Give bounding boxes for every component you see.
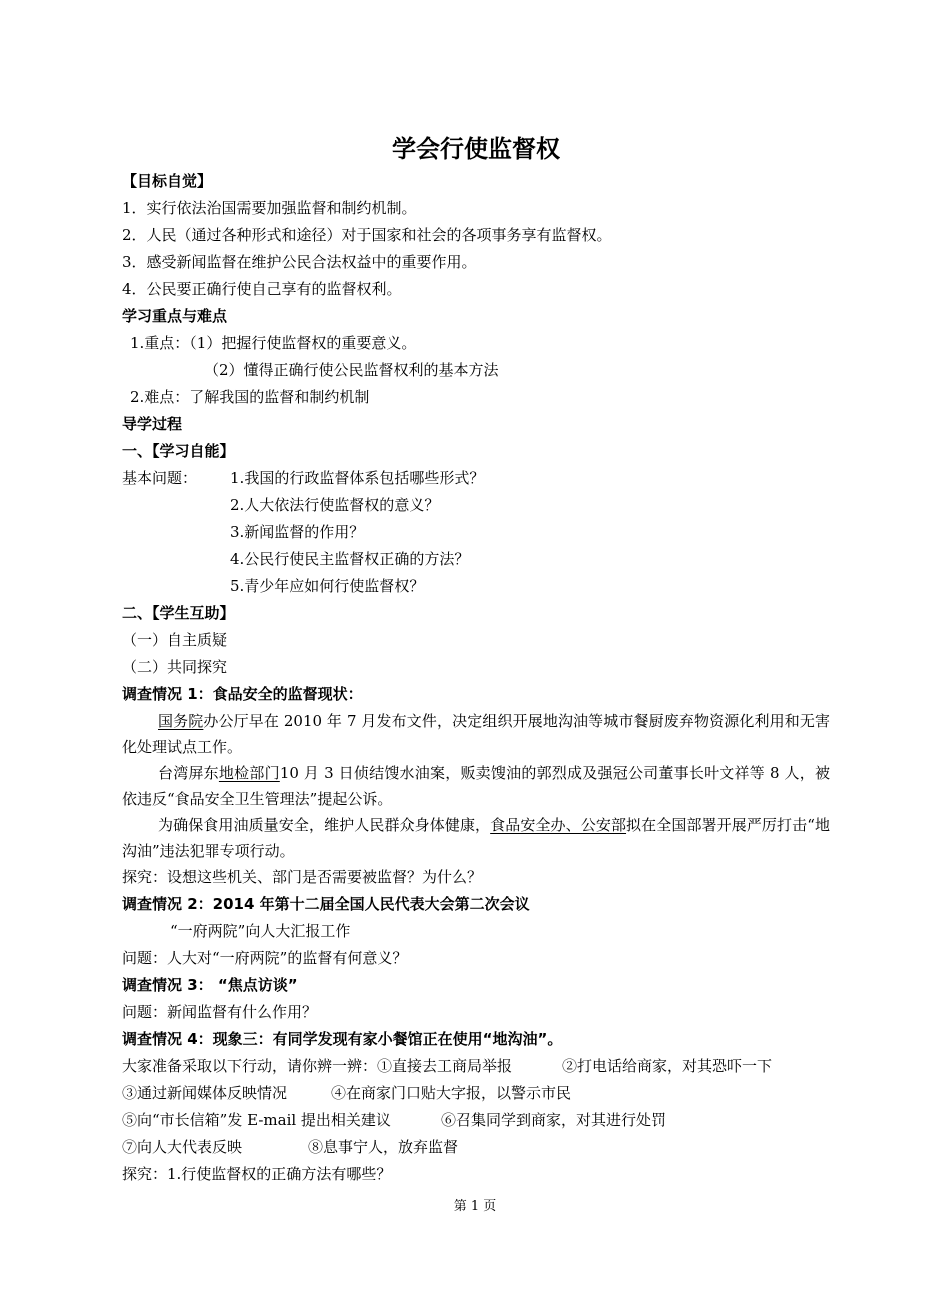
option-item: ④在商家门口贴大字报，以警示市民 — [331, 1084, 572, 1102]
question-item: 5.青少年应如何行使监督权？ — [230, 577, 425, 595]
case-2-question: 问题：人大对“一府两院”的监督有何意义？ — [122, 949, 408, 967]
key-point-1b: （2）懂得正确行使公民监督权利的基本方法 — [204, 361, 499, 379]
case-3-title: 调查情况 3： “焦点访谈” — [122, 976, 298, 994]
case-1-paragraph-2 — [122, 760, 830, 812]
case-4-intro: 大家准备采取以下行动，请你辨一辨： — [122, 1057, 378, 1075]
section-self-heading: 一、【学习自能】 — [122, 442, 235, 460]
case-4-question: 探究：1.行使监督权的正确方法有哪些？ — [122, 1165, 392, 1183]
section-goal-heading: 【目标自觉】 — [122, 172, 213, 190]
options-row-1 — [122, 1053, 830, 1080]
option-item: ③通过新闻媒体反映情况 — [122, 1084, 288, 1102]
options-row-3 — [122, 1107, 830, 1134]
help-item: （一）自主质疑 — [122, 631, 228, 649]
paragraph-text: 拟在全国部署开展严厉打击“地沟油”违法犯罪专项行动。 — [122, 816, 830, 860]
paragraph-text: 办公厅早在 2010 年 7 月发布文件，决定组织开展地沟油等城市餐厨废弃物资源化利用和无害化处理试点工作。 — [122, 712, 830, 756]
case-4-title: 调查情况 4：现象三：有同学发现有家小餐馆正在使用“地沟油”。 — [122, 1030, 563, 1048]
question-item: 3.新闻监督的作用？ — [230, 523, 365, 541]
case-1-question: 探究：设想这些机关、部门是否需要被监督？为什么？ — [122, 868, 483, 886]
question-item: 1.我国的行政监督体系包括哪些形式？ — [230, 469, 485, 487]
question-item: 4.公民行使民主监督权正确的方法？ — [230, 550, 470, 568]
option-item: ②打电话给商家，对其恐吓一下 — [562, 1057, 773, 1075]
goal-item: 3．感受新闻监督在维护公民合法权益中的重要作用。 — [122, 253, 477, 271]
question-row — [122, 465, 830, 492]
paragraph-text: 10 月 3 日侦结馊水油案，贩卖馊油的郭烈成及强冠公司董事长叶文祥等 8 人，被依违反“食品安全卫生管理法”提起公诉。 — [122, 764, 830, 808]
help-item: （二）共同探究 — [122, 658, 228, 676]
page-number: 第 1 页 — [453, 1199, 497, 1214]
case-1-title: 调查情况 1：食品安全的监督现状： — [122, 685, 363, 703]
case-3-question: 问题：新闻监督有什么作用？ — [122, 1003, 318, 1021]
key-point-1: 1.重点：（1）把握行使监督权的重要意义。 — [130, 334, 417, 352]
option-item: ⑦向人大代表反映 — [122, 1138, 243, 1156]
option-item: ⑥召集同学到商家，对其进行处罚 — [440, 1111, 666, 1129]
section-help-heading: 二、【学生互助】 — [122, 604, 235, 622]
paragraph-text: 为确保食用油质量安全，维护人民群众身体健康， — [158, 816, 491, 834]
options-row-4 — [122, 1134, 830, 1161]
option-item: ⑧息事宁人，放弃监督 — [308, 1138, 459, 1156]
underlined-term: 地检部门 — [218, 764, 280, 782]
basic-questions-label: 基本问题： — [122, 469, 198, 487]
paragraph-text: 台湾屏东 — [158, 764, 219, 782]
section-key-heading: 学习重点与难点 — [122, 307, 228, 325]
case-2-line: “一府两院”向人大汇报工作 — [170, 922, 351, 940]
goal-item: 2．人民（通过各种形式和途径）对于国家和社会的各项事务享有监督权。 — [122, 226, 612, 244]
key-point-2: 2.难点：了解我国的监督和制约机制 — [130, 388, 370, 406]
underlined-term: 国务院 — [158, 712, 204, 730]
case-1-paragraph-1 — [122, 708, 830, 760]
options-row-2 — [122, 1080, 830, 1107]
question-item: 2.人大依法行使监督权的意义？ — [230, 496, 440, 514]
underlined-term: 食品安全办、公安部 — [490, 816, 627, 834]
option-item: ⑤向“市长信箱”发 E-mail 提出相关建议 — [122, 1111, 391, 1129]
goal-item: 1．实行依法治国需要加强监督和制约机制。 — [122, 199, 417, 217]
option-item: ①直接去工商局举报 — [377, 1057, 513, 1075]
page-title: 学会行使监督权 — [392, 135, 560, 163]
case-2-title: 调查情况 2：2014 年第十二届全国人民代表大会第二次会议 — [122, 895, 530, 913]
goal-item: 4．公民要正确行使自己享有的监督权利。 — [122, 280, 402, 298]
case-1-paragraph-3 — [122, 812, 830, 864]
document-body — [122, 134, 830, 1188]
section-process-heading: 导学过程 — [122, 415, 183, 433]
